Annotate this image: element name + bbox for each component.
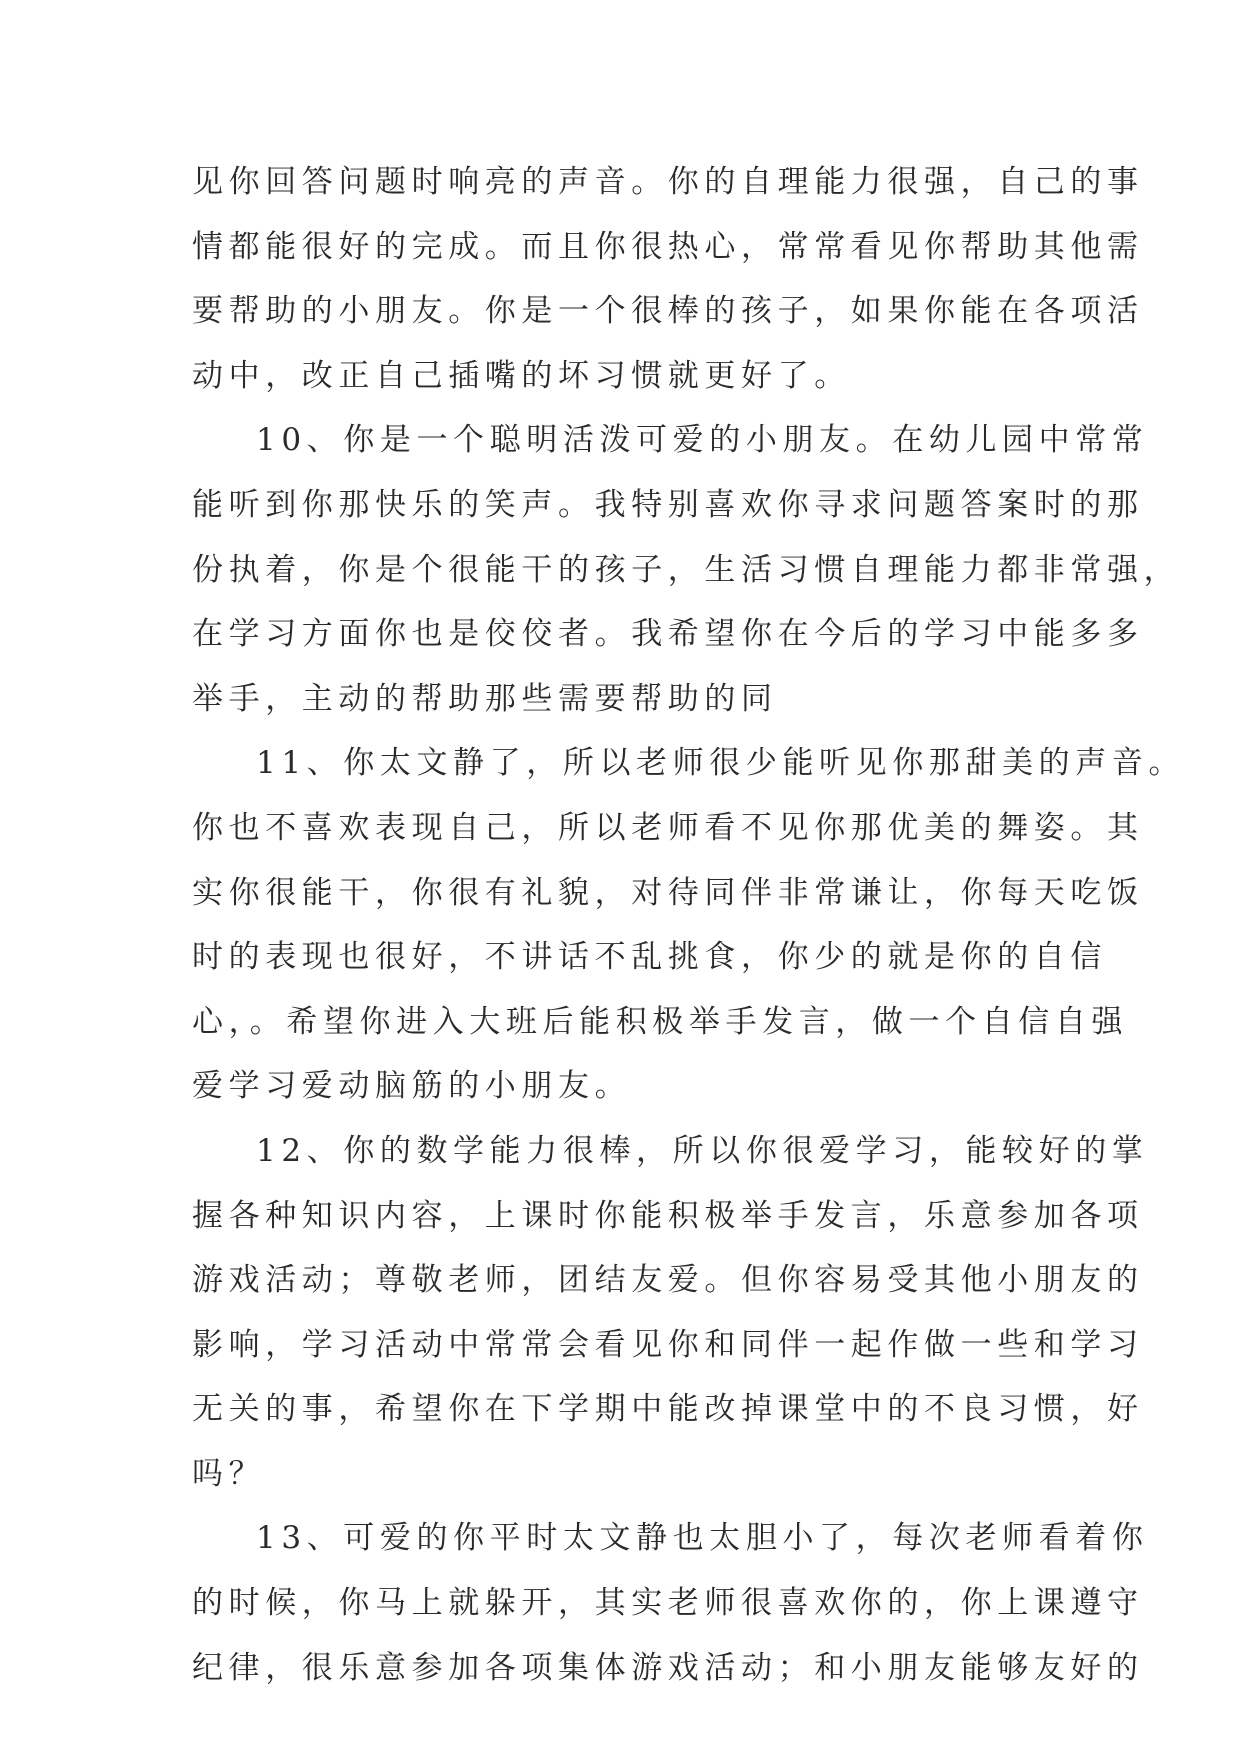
text-line: 你也不喜欢表现自己，所以老师看不见你那优美的舞姿。其 [192, 809, 1144, 846]
text-line: 见你回答问题时响亮的声音。你的自理能力很强，自己的事 [192, 164, 1144, 200]
text-line: 要帮助的小朋友。你是一个很棒的孩子，如果你能在各项活 [192, 293, 1144, 330]
text-line: 心，。希望你进入大班后能积极举手发言，做一个自信自强 [192, 1003, 1129, 1040]
text-line: 实你很能干，你很有礼貌，对待同伴非常谦让，你每天吃饭 [192, 874, 1144, 911]
text-line: 举手，主动的帮助那些需要帮助的同 [192, 680, 778, 717]
text-line: 时的表现也很好，不讲话不乱挑食，你少的就是你的自信 [192, 939, 1107, 976]
text-line: 10、你是一个聪明活泼可爱的小朋友。在幼儿园中常常 [256, 422, 1149, 459]
text-line: 爱学习爱动脑筋的小朋友。 [192, 1068, 632, 1105]
text-line: 动中，改正自己插嘴的坏习惯就更好了。 [192, 357, 851, 394]
text-line: 在学习方面你也是佼佼者。我希望你在今后的学习中能多多 [192, 616, 1144, 653]
text-line: 份执着，你是个很能干的孩子，生活习惯自理能力都非常强， [192, 551, 1181, 588]
text-line: 影响，学习活动中常常会看见你和同伴一起作做一些和学习 [192, 1326, 1144, 1363]
text-line: 13、可爱的你平时太文静也太胆小了，每次老师看着你 [256, 1520, 1149, 1557]
text-line: 的时候，你马上就躲开，其实老师很喜欢你的，你上课遵守 [192, 1585, 1144, 1622]
text-line: 能听到你那快乐的笑声。我特别喜欢你寻求问题答案时的那 [192, 486, 1144, 523]
text-line: 游戏活动；尊敬老师，团结友爱。但你容易受其他小朋友的 [192, 1262, 1144, 1299]
body-text [192, 150, 1186, 1700]
text-line: 12、你的数学能力很棒，所以你很爱学习，能较好的掌 [256, 1132, 1149, 1169]
text-line: 纪律，很乐意参加各项集体游戏活动；和小朋友能够友好的 [192, 1649, 1144, 1686]
text-line: 11、你太文静了，所以老师很少能听见你那甜美的声音。 [256, 745, 1186, 782]
text-line: 无关的事，希望你在下学期中能改掉课堂中的不良习惯，好 [192, 1391, 1144, 1428]
text-line: 吗？ [192, 1455, 266, 1492]
text-line: 握各种知识内容，上课时你能积极举手发言，乐意参加各项 [192, 1197, 1144, 1234]
text-line: 情都能很好的完成。而且你很热心，常常看见你帮助其他需 [192, 228, 1144, 265]
